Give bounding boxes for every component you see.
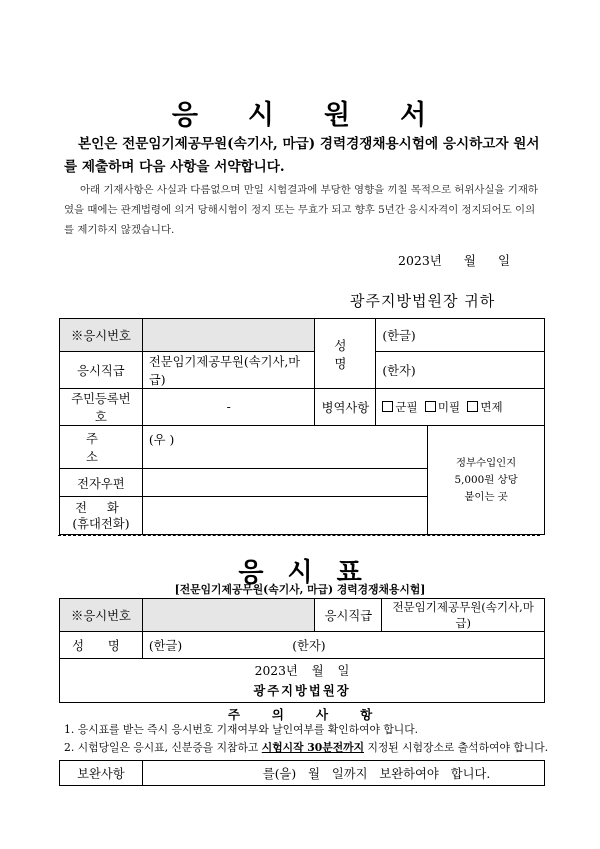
rrn-label: 주민등록번호 <box>60 389 143 426</box>
position-value: 전문임기제공무원(속기사,마급) <box>142 352 315 389</box>
ticket-subtitle: [전문임기제공무원(속기사, 마급) 경력경쟁채용시험] <box>174 583 426 596</box>
application-form-table <box>59 318 545 535</box>
name-label: 성 명 <box>315 319 376 389</box>
caution-item-2: 2. 시험당일은 응시표, 신분증을 지참하고 시험시작 30분전까지 지정된 시험장소로 출석하여야 합니다. <box>64 741 549 754</box>
ticket-name-field[interactable]: (한글) (한자) <box>142 632 544 659</box>
ticket-footer <box>60 659 545 703</box>
email-field[interactable] <box>142 469 427 497</box>
rrn-field[interactable]: - <box>142 389 315 426</box>
military-label: 병역사항 <box>315 389 376 426</box>
exam-number-field[interactable] <box>142 319 315 352</box>
name-hanja-field[interactable]: (한자) <box>376 352 545 389</box>
cut-line <box>58 535 540 536</box>
military-exempt-checkbox[interactable]: 면제 <box>467 400 502 414</box>
ticket-exam-number-label: ※응시번호 <box>60 599 143 632</box>
ticket-date: 2023년 월 일 <box>254 663 350 678</box>
military-served-checkbox[interactable]: 군필 <box>382 400 417 414</box>
email-label: 전자우편 <box>60 469 143 497</box>
name-hangul-field[interactable]: (한글) <box>376 319 545 352</box>
ticket-table <box>59 598 545 703</box>
notice-text: 아래 기재사항은 사실과 다름없으며 만일 시험결과에 부당한 영향을 끼칠 목적으로 허위사실을 기재하였을 때에는 관계법령에 의거 당해시험이 정지 또는 무효가 되고 향후 5년간 응시자격이 정지되어도 이의를 제기하지 않겠습니다. <box>64 184 538 236</box>
ticket-court: 광주지방법원장 <box>253 682 351 698</box>
addressee: 광주지방법원장 귀하 <box>350 292 496 310</box>
address-field[interactable]: (우 ) <box>142 426 427 469</box>
ticket-title: 응 시 표 <box>238 558 362 588</box>
military-not-served-checkbox[interactable]: 미필 <box>425 400 460 414</box>
phone-field[interactable] <box>142 497 427 535</box>
exam-number-label: ※응시번호 <box>60 319 143 352</box>
application-date: 2023년 월 일 <box>398 253 511 268</box>
caution-item-1: 1. 응시표를 받는 즉시 응시번호 기재여부와 날인여부를 확인하여야 합니다. <box>64 723 419 736</box>
pledge-text: 본인은 전문임기제공무원(속기사, 마급) 경력경쟁채용시험에 응시하고자 원서를 제출하며 다음 사항을 서약합니다. <box>64 136 540 175</box>
supplement-field[interactable]: 를(을) 월 일까지 보완하여야 합니다. <box>142 761 544 786</box>
position-label: 응시직급 <box>60 352 143 389</box>
application-title: 응 시 원 서 <box>171 100 429 131</box>
supplement-label: 보완사항 <box>60 761 143 786</box>
address-label: 주 소 <box>60 426 143 469</box>
ticket-position-value: 전문임기제공무원(속기사,마급) <box>382 599 545 632</box>
revenue-stamp-area: 정부수입인지 5,000원 상당 붙이는 곳 <box>428 426 545 535</box>
supplement-table <box>59 760 545 786</box>
phone-label: 전 화 (휴대전화) <box>60 497 143 535</box>
ticket-exam-number-field[interactable] <box>142 599 315 632</box>
cautions-title: 주 의 사 항 <box>227 707 373 722</box>
ticket-position-label: 응시직급 <box>315 599 382 632</box>
military-options <box>376 389 545 426</box>
ticket-name-label: 성 명 <box>60 632 143 659</box>
